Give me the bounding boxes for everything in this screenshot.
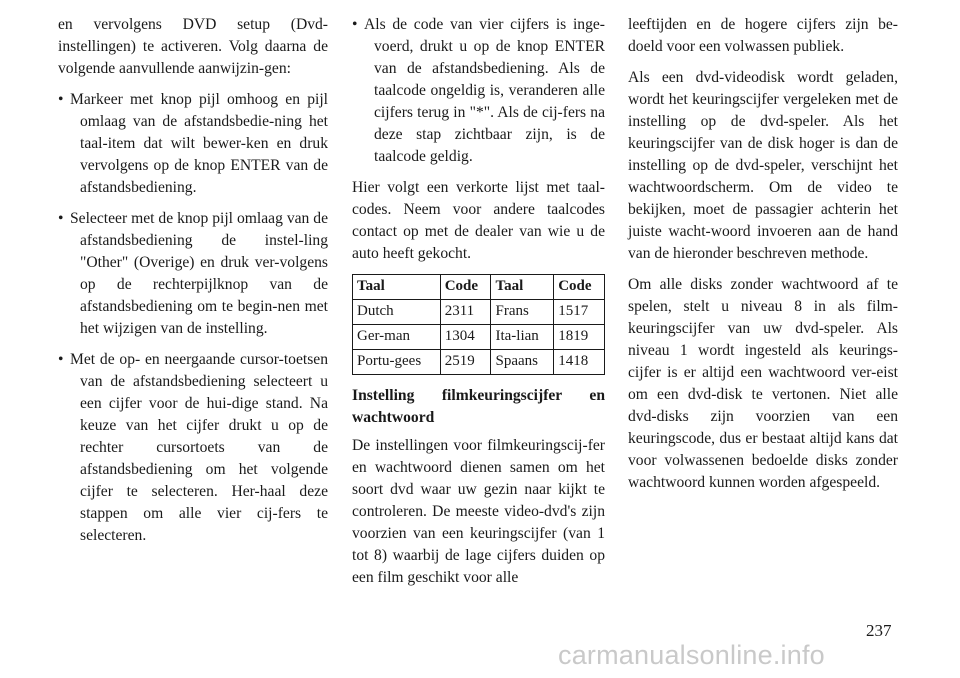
list-item-text: Als de code van vier cijfers is inge-voerd, drukt u op de knop ENTER van de afstandsbediening. Als de taalcode ongeldig is, veranderen alle cijfers terug in "*". Als de cij-fers na deze stap zichtbaar zijn, is de taalcode geldig. <box>364 16 605 165</box>
list-item-text: Markeer met knop pijl omhoog en pijl omlaag van de afstandsbedie-ning het taal-item dat wilt bewer-ken en druk vervolgens op de knop ENTER van de afstandsbediening. <box>70 91 328 196</box>
bullet-icon: • <box>58 351 64 368</box>
bullet-icon: • <box>352 16 358 33</box>
table-cell: Ger-man <box>353 325 441 350</box>
table-cell: Portu-gees <box>353 350 441 375</box>
page-number: 237 <box>866 621 892 640</box>
intro-paragraph: en vervolgens DVD setup (Dvd-instellingen) te activeren. Volg daarna de volgende aanvullende aanwijzin-gen: <box>58 16 328 77</box>
table-row <box>353 325 605 350</box>
instruction-list <box>352 14 605 168</box>
list-item <box>58 89 328 199</box>
rating-compare-paragraph: Als een dvd-videodisk wordt geladen, wordt het keuringscijfer vergeleken met de instelling op de dvd-speler. Als het keuringscijfer van de disk hoger is dan de instelling op de dvd-speler, verschijnt het wachtwoordscherm. Om de video te bekijken, moet de passagier achterin het juiste wacht-woord invoeren aan de hand van de hieronder beschreven methode. <box>628 69 898 262</box>
table-cell: 2311 <box>440 300 491 325</box>
column-right <box>628 14 898 503</box>
bullet-icon: • <box>58 91 64 108</box>
table-cell: Dutch <box>353 300 441 325</box>
table-cell: 1418 <box>554 350 605 375</box>
table-cell: 2519 <box>440 350 491 375</box>
column-header: Code <box>440 275 491 300</box>
table-cell: Ita-lian <box>491 325 554 350</box>
table-cell: 1819 <box>554 325 605 350</box>
language-codes-paragraph: Hier volgt een verkorte lijst met taal-codes. Neem voor andere taalcodes contact op met de dealer van wie u de auto heeft gekocht. <box>352 179 605 262</box>
column-middle <box>352 14 605 598</box>
instruction-list <box>58 89 328 547</box>
list-item-text: Selecteer met de knop pijl omlaag van de afstandsbediening de instel-ling "Other" (Overige) en druk ver-volgens op de rechterpijlknop van de afstandsbediening om te begin-nen met het wijzigen van de instelling. <box>70 210 328 337</box>
column-header: Taal <box>353 275 441 300</box>
column-header: Code <box>554 275 605 300</box>
list-item-text: Met de op- en neergaande cursor-toetsen van de afstandsbediening selecteert u een cijfer voor de hui-dige stand. Na keuze van het cijfer drukt u op de rechter cursortoets van de afstandsbediening om het volgende cijfer te selecteren. Her-haal deze stappen om alle vier cij-fers te selecteren. <box>70 351 328 544</box>
rating-password-paragraph: De instellingen voor filmkeuringscij-fer en wachtwoord dienen samen om het soort dvd waar uw gezin naar kijkt te controleren. De meeste video-dvd's zijn voorzien van een keuringscijfer (van 1 tot 8) waarbij de lage cijfers duiden op een film geschikt voor alle <box>352 437 605 586</box>
table-row <box>353 350 605 375</box>
no-password-paragraph: Om alle disks zonder wachtwoord af te spelen, stelt u niveau 8 in als film-keuringscijfer van uw dvd-speler. Als niveau 1 wordt ingesteld als keurings-cijfer is er altijd een wachtwoord ver-eist om een dvd-disk te vertonen. Niet alle dvd-disks zijn voorzien van een keuringscode, dus er bestaat altijd kans dat voor volwassenen bedoelde disks zonder wachtwoord kunnen worden afgespeeld. <box>628 276 898 491</box>
list-item <box>58 349 328 547</box>
continued-paragraph: leeftijden en de hogere cijfers zijn be-doeld voor een volwassen publiek. <box>628 16 898 55</box>
table-cell: 1304 <box>440 325 491 350</box>
column-left <box>58 14 328 556</box>
list-item <box>58 208 328 340</box>
table-cell: 1517 <box>554 300 605 325</box>
bullet-icon: • <box>58 210 64 227</box>
list-item <box>352 14 605 168</box>
watermark: carmanualsonline.info <box>558 640 825 670</box>
table-header-row <box>353 275 605 300</box>
column-header: Taal <box>491 275 554 300</box>
table-cell: Frans <box>491 300 554 325</box>
table-row <box>353 300 605 325</box>
table-cell: Spaans <box>491 350 554 375</box>
language-code-table <box>352 274 605 375</box>
section-heading: Instelling filmkeuringscijfer en wachtwoord <box>352 387 605 426</box>
